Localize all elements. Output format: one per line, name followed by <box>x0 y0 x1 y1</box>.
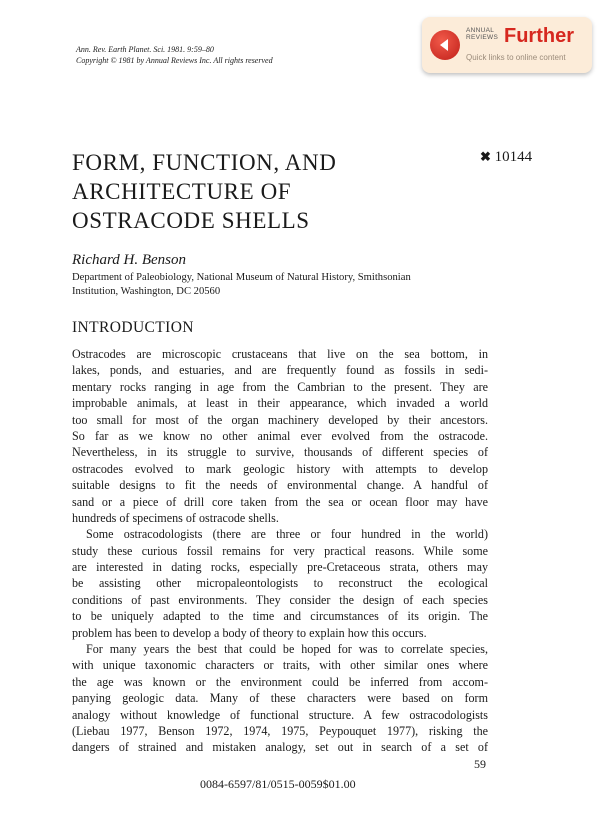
cross-mark-icon: ✖ <box>480 149 491 164</box>
text-line: the age was known or the environment could be inferred from accom- <box>72 674 488 689</box>
body-text <box>72 347 488 757</box>
play-back-icon <box>430 30 460 60</box>
article-title <box>72 148 336 235</box>
text-line: to be uniquely adapted to the time and circumstances of its origin. The <box>72 609 488 624</box>
title-line: FORM, FUNCTION, AND <box>72 150 337 175</box>
journal-citation <box>76 44 273 66</box>
text-line: conditions of past environments. They consider the design of each species <box>72 592 488 607</box>
author-name: Richard H. Benson <box>72 252 187 268</box>
text-line: be assisting other micropaleontologists to reconstruct the ecological <box>72 576 488 591</box>
text-line: sand or a piece of drill core taken from the sea or ocean floor may have <box>72 494 488 509</box>
copyright-line: Copyright © 1981 by Annual Reviews Inc. All rights reserved <box>76 56 273 65</box>
text-line: improbable animals, at least in their appearance, which invaded a world <box>72 396 488 411</box>
text-line: analogy without knowledge of functional structure. A few ostracodologists <box>72 707 488 722</box>
accession-value: 10144 <box>494 149 533 165</box>
text-line: For many years the best that could be hoped for was to correlate species, <box>86 642 488 657</box>
journal-line: Ann. Rev. Earth Planet. Sci. 1981. 9:59–80 <box>76 45 214 54</box>
text-line: ostracodes evolved to mark geologic history with attempts to develop <box>72 461 488 476</box>
section-heading: INTRODUCTION <box>72 319 194 336</box>
text-line: mentary rocks ranging in age from the Cambrian to the present. They are <box>72 379 488 394</box>
text-line: dangers of strained and mistaken analogy, set out in search of a set of <box>72 740 488 755</box>
title-line: ARCHITECTURE OF <box>72 179 292 204</box>
accession-number <box>480 149 532 166</box>
text-line: too small for most of the organ machinery developed by their ancestors. <box>72 412 488 427</box>
further-badge[interactable] <box>422 17 592 73</box>
badge-further-label: Further <box>504 25 574 47</box>
text-line: suitable designs to fit the needs of environmental change. A handful of <box>72 478 488 493</box>
text-line: lakes, ponds, and estuaries, and are frequently found as fossils in sedi- <box>72 363 488 378</box>
text-line: Some ostracodologists (there are three or four hundred in the world) <box>86 527 488 542</box>
text-line: Nevertheless, in its struggle to survive, thousands of different species of <box>72 445 488 460</box>
article-code: 0084-6597/81/0515-0059$01.00 <box>200 777 356 791</box>
text-line: So far as we know no other animal ever evolved from the ostracode. <box>72 428 488 443</box>
text-line: with unique taxonomic characters or traits, with other similar ones where <box>72 658 488 673</box>
text-line: hundreds of specimens of ostracode shells. <box>72 510 279 525</box>
text-line: study these curious fossil remains for very practical reasons. While some <box>72 543 488 558</box>
badge-brand: ANNUAL REVIEWS <box>466 27 499 41</box>
badge-tagline: Quick links to online content <box>466 53 566 62</box>
text-line: are interested in dating rocks, especially pre-Cretaceous strata, others may <box>72 560 488 575</box>
text-line: problem has been to develop a body of theory to explain how this occurs. <box>72 625 427 640</box>
text-line: panying geologic data. Many of these characters were based on form <box>72 691 488 706</box>
author-affiliation: Department of Paleobiology, National Museum of Natural History, Smithsonian Institution, Washington, DC 20560 <box>72 272 411 297</box>
title-line: OSTRACODE SHELLS <box>72 208 310 233</box>
text-line: Ostracodes are microscopic crustaceans that live on the sea bottom, in <box>72 347 488 361</box>
text-line: (Liebau 1977, Benson 1972, 1974, 1975, Peypouquet 1977), risking the <box>72 723 488 738</box>
page-number: 59 <box>474 757 486 771</box>
